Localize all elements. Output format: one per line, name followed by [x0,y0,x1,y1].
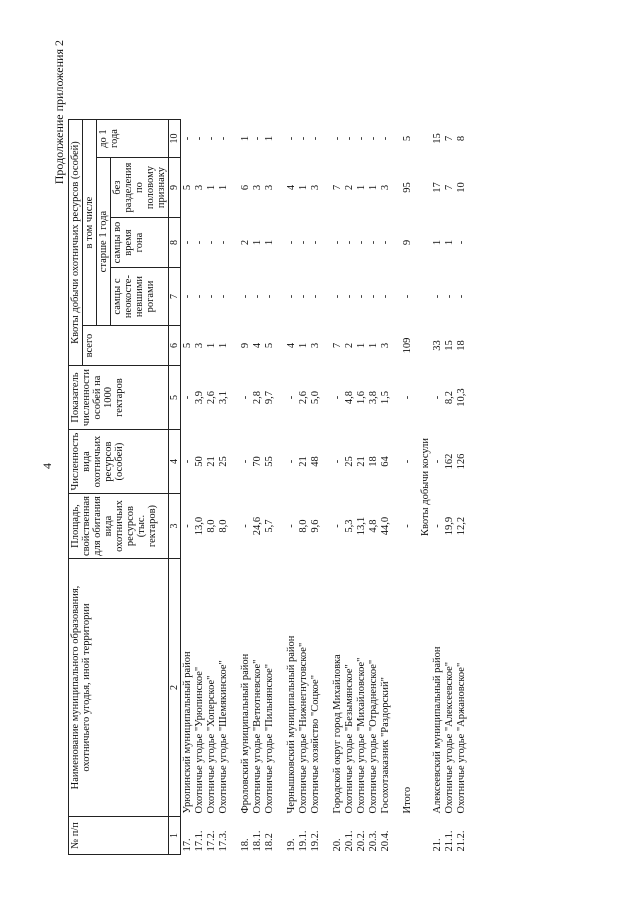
value-cell: - [432,294,443,299]
column-number: 6 [169,326,181,366]
page-number: 4 [40,463,54,469]
value-cell: 3 [380,342,391,349]
table-row [181,120,194,855]
column-number: 5 [169,366,181,430]
value-cell: 1 [368,342,379,349]
value-cell: 21 [206,456,217,467]
table-row [239,120,251,855]
value-cell: 5 [182,342,193,349]
row-number-cell: 21.1. [444,830,455,852]
value-cell: 1 [218,342,229,349]
row-name-cell: Чернышковский муниципальный район [286,635,297,814]
row-name-cell: Фроловский муниципальный район [240,653,251,814]
value-cell: - [402,294,413,299]
row-number-cell: 20.2. [356,830,367,852]
value-cell: 2,6 [298,390,309,405]
value-cell: - [286,395,297,400]
value-cell: 9,7 [264,390,275,405]
header-area: Площадь, свойственная для обитания вида охотничьих ресурсов (тыс. гектаров) [69,494,169,559]
value-cell: - [332,294,343,299]
row-name-cell: Охотничье угодье "Михайловское" [356,657,367,814]
value-cell: - [194,294,205,299]
value-cell: 21 [298,456,309,467]
value-cell: - [298,136,309,141]
value-cell: 5,0 [310,390,321,405]
value-cell: 5,7 [264,519,275,533]
table-row [431,120,443,855]
row-number-cell: 21.2. [456,830,467,852]
column-number: 10 [169,120,181,158]
value-cell: 8,0 [298,519,309,533]
table-body [181,120,468,855]
value-cell: 64 [380,456,391,467]
header-under1: до 1 года [97,120,169,158]
value-cell: 15 [444,340,455,351]
value-cell: - [182,395,193,400]
value-cell: - [432,395,443,400]
value-cell: 109 [402,337,413,354]
value-cell: 33 [432,340,443,351]
row-number-cell: 17. [182,838,193,852]
spacer-cell [321,120,331,855]
value-cell: 44,0 [380,516,391,536]
value-cell: 5 [264,342,275,349]
value-cell: - [310,294,321,299]
spacer-row [391,120,401,855]
spacer-row [229,120,239,855]
value-cell: 3,1 [218,390,229,405]
value-cell: 5,3 [344,519,355,533]
value-cell: 2 [344,342,355,349]
value-cell: 126 [456,453,467,470]
row-name-cell: Госохотзаказник "Раздорский" [380,677,391,814]
value-cell: 13,0 [194,516,205,536]
value-cell: 4 [286,184,297,191]
value-cell: - [310,136,321,141]
table-row [455,120,467,855]
value-cell: 1 [356,184,367,191]
value-cell: 8,2 [444,390,455,405]
value-cell: 1 [356,342,367,349]
header-incl: в том числе [83,120,97,326]
value-cell: - [240,395,251,400]
section-title: Квоты добычи косули [420,438,431,537]
spacer-cell [229,120,239,855]
value-cell: 7 [444,135,455,142]
value-cell: 21 [356,456,367,467]
value-cell: 9 [240,342,251,349]
value-cell: - [240,459,251,464]
value-cell: 19,9 [444,516,455,536]
value-cell: - [194,136,205,141]
value-cell: 5 [182,184,193,191]
value-cell: - [240,524,251,528]
value-cell: 7 [444,184,455,191]
value-cell: - [194,240,205,245]
row-name-cell: Охотничье угодье "Отрадненское" [368,659,379,814]
value-cell: - [264,294,275,299]
value-cell: 1,6 [356,390,367,405]
value-cell: - [206,294,217,299]
value-cell: 1 [218,184,229,191]
value-cell: 3 [310,342,321,349]
row-name-cell: Охотничье угодье "Хоперское" [206,675,217,814]
row-number-cell: 19.2. [310,830,321,852]
value-cell: 1 [368,184,379,191]
value-cell: 18 [456,340,467,351]
value-cell: 55 [264,456,275,467]
header-name: Наименование муниципального образования, охотничьего угодья, иной территории [69,559,169,817]
value-cell: - [182,240,193,245]
value-cell: 9 [402,239,413,246]
value-cell: - [252,136,263,141]
table-row [331,120,343,855]
row-name-cell: Охотничье угодье "Ветютневское" [252,659,263,814]
row-number-cell: 17.3. [218,830,229,852]
row-number-cell: 19.1. [298,830,309,852]
value-cell: 2 [240,239,251,246]
value-cell: - [332,240,343,245]
value-cell: - [380,136,391,141]
value-cell: - [368,240,379,245]
value-cell: - [332,395,343,400]
table-row [263,120,275,855]
value-cell: 2,6 [206,390,217,405]
value-cell: 3 [310,184,321,191]
spacer-row [321,120,331,855]
table-row [217,120,229,855]
value-cell: 3,8 [368,390,379,405]
value-cell: - [206,136,217,141]
row-number-cell: 18. [240,838,251,852]
row-name-cell: Алексеевский муниципальный район [432,646,443,814]
table-row [309,120,321,855]
value-cell: 10 [456,182,467,193]
header-older: старше 1 года [97,158,111,326]
table-row [285,120,297,855]
column-number: 9 [169,158,181,218]
value-cell: - [332,524,343,528]
table-row [355,120,367,855]
value-cell: - [356,294,367,299]
table-row [343,120,355,855]
spacer-row [275,120,285,855]
value-cell: - [218,294,229,299]
value-cell: 1 [206,184,217,191]
value-cell: - [206,240,217,245]
row-number-cell: 20.3. [368,830,379,852]
value-cell: - [432,459,443,464]
value-cell: 8,0 [218,519,229,533]
value-cell: 3 [264,184,275,191]
table-row [401,120,413,855]
value-cell: 1 [264,135,275,142]
value-cell: 1 [444,239,455,246]
value-cell: 8 [456,135,467,142]
value-cell: 3 [380,184,391,191]
value-cell: 25 [218,456,229,467]
value-cell: 4,8 [344,390,355,405]
value-cell: - [240,294,251,299]
header-count: Численность вида охотничьих ресурсов (особей) [69,430,169,494]
value-cell: - [286,136,297,141]
value-cell: - [380,240,391,245]
header-no-sex: без разделения по половому признаку [111,158,169,218]
value-cell: - [344,136,355,141]
row-name-cell: Охотничье угодье "Аржановское" [456,662,467,814]
column-number: 8 [169,218,181,268]
value-cell: 70 [252,456,263,467]
value-cell: - [332,136,343,141]
value-cell: - [368,294,379,299]
value-cell: 13,1 [356,516,367,536]
value-cell: - [456,294,467,299]
continuation-note: Продолжение приложения 2 [52,40,66,185]
value-cell: - [182,136,193,141]
section-title-row [413,120,431,855]
value-cell: 1 [298,184,309,191]
table-row [443,120,455,855]
value-cell: 17 [432,182,443,193]
row-name-cell: Охотничье угодье "Урюпинское" [194,666,205,814]
row-number-cell [401,817,413,855]
value-cell: - [252,294,263,299]
row-number-cell: 20.1. [344,830,355,852]
header-density: Показатель численности особей на 1000 гектаров [69,366,169,430]
value-cell: 1 [206,342,217,349]
value-cell: 15 [432,133,443,144]
column-number: 1 [169,817,181,855]
value-cell: 1 [252,239,263,246]
value-cell: - [182,459,193,464]
value-cell: - [310,240,321,245]
value-cell: 1 [240,135,251,142]
row-number-cell: 20. [332,838,343,852]
table-row [297,120,309,855]
value-cell: - [402,395,413,400]
value-cell: - [402,459,413,464]
value-cell: - [332,459,343,464]
row-name-cell: Охотничье угодье "Шемякинское" [218,660,229,814]
value-cell: 24,6 [252,516,263,536]
value-cell: 1 [298,342,309,349]
header-num: № п/п [69,817,169,855]
spacer-cell [275,120,285,855]
value-cell: 5 [402,135,413,142]
value-cell: 4 [286,342,297,349]
value-cell: - [218,136,229,141]
header-quota-group: Квоты добычи охотничьих ресурсов (особей) [69,120,83,366]
value-cell: 7 [332,184,343,191]
value-cell: - [356,240,367,245]
value-cell: 3,9 [194,390,205,405]
value-cell: - [218,240,229,245]
value-cell: - [368,136,379,141]
value-cell: 2,8 [252,390,263,405]
row-name-cell: Городской округ город Михайловка [332,654,343,814]
row-number-cell: 18.2 [264,833,275,852]
value-cell: - [380,294,391,299]
value-cell: 2 [344,184,355,191]
row-number-cell: 20.4. [380,830,391,852]
value-cell: - [402,524,413,528]
table-row [251,120,263,855]
column-number: 4 [169,430,181,494]
value-cell: 7 [332,342,343,349]
value-cell: - [182,524,193,528]
value-cell: - [344,240,355,245]
column-number: 3 [169,494,181,559]
table-row [193,120,205,855]
header-males-antlers: самцы с неокосте-невшими рогами [111,268,169,326]
row-number-cell: 21. [432,838,443,852]
row-name-cell: Охотничье угодье "Безымянское" [344,664,355,814]
value-cell: 12,2 [456,516,467,536]
value-cell: 1 [432,239,443,246]
row-number-cell: 18.1. [252,830,263,852]
value-cell: - [298,240,309,245]
row-name-cell: Охотничье угодье "Нижнегнутовское" [298,642,309,814]
value-cell: 3 [252,184,263,191]
value-cell: - [344,294,355,299]
value-cell: 8,0 [206,519,217,533]
header-males-rut: самцы во время гона [111,218,169,268]
row-number-cell: 17.1. [194,830,205,852]
row-number-cell: 19. [286,838,297,852]
row-name-cell: Итого [402,786,413,814]
value-cell: 10,3 [456,388,467,407]
value-cell: - [432,524,443,528]
table-row [205,120,217,855]
value-cell: 3 [194,342,205,349]
value-cell: 18 [368,456,379,467]
row-name-cell: Охотничье угодье "Алексеевское" [444,661,455,814]
value-cell: 50 [194,456,205,467]
quota-table [68,119,467,855]
row-number-cell: 17.2. [206,830,217,852]
row-name-cell: Охотничье хозяйство "Соцкое" [310,675,321,814]
column-number: 7 [169,268,181,326]
value-cell: - [286,294,297,299]
value-cell: 48 [310,456,321,467]
value-cell: 9,6 [310,519,321,533]
value-cell: 25 [344,456,355,467]
value-cell: - [356,136,367,141]
value-cell: 162 [444,453,455,470]
value-cell: - [456,240,467,245]
value-cell: 1,5 [380,390,391,405]
table-row [367,120,379,855]
value-cell: 6 [240,184,251,191]
value-cell: - [444,294,455,299]
value-cell: 4 [252,342,263,349]
header-total: всего [83,326,169,366]
column-numbers-row [169,120,181,855]
value-cell: 4,8 [368,519,379,533]
row-name-cell: Урюпинский муниципальный район [182,651,193,814]
value-cell: - [298,294,309,299]
column-number: 2 [169,559,181,817]
value-cell: - [286,240,297,245]
spacer-cell [391,120,401,855]
value-cell: 1 [264,239,275,246]
row-name-cell: Охотничье угодье "Пильнянское" [264,663,275,814]
value-cell: - [286,459,297,464]
table-row [379,120,391,855]
value-cell: - [182,294,193,299]
value-cell: 3 [194,184,205,191]
value-cell: 95 [402,182,413,193]
value-cell: - [286,524,297,528]
